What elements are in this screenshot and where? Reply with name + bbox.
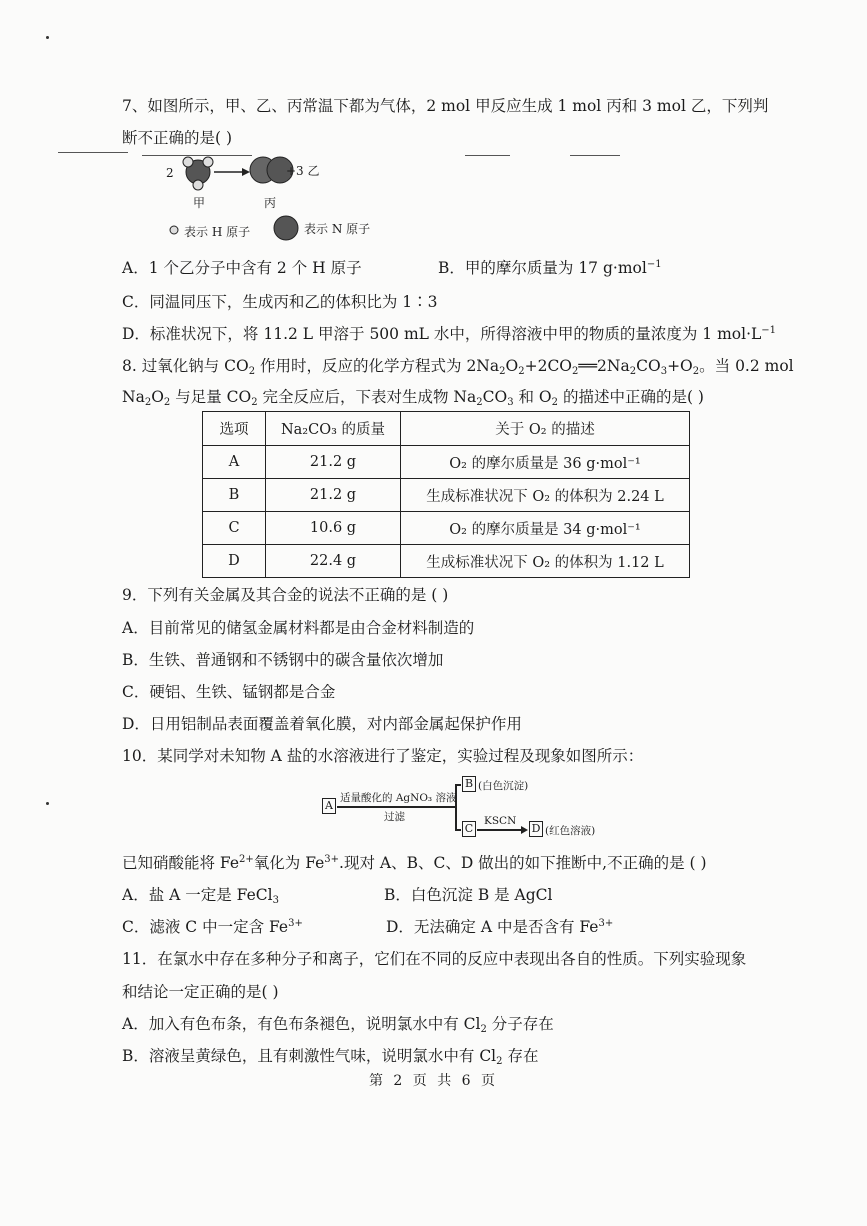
arrow-head-icon [521,826,528,834]
q10-option-a: A．盐 A 一定是 FeCl$_3$ [122,886,279,906]
flow-line [455,784,461,786]
q9-stem: 9．下列有关金属及其合金的说法不正确的是 ( ) [122,586,449,604]
table-cell: O₂ 的摩尔质量是 34 g·mol⁻¹ [401,512,690,545]
b-note: (白色沉淀) [478,780,529,792]
q11-stem-cont: 和结论一定正确的是( ) [122,983,279,1001]
label-jia: 甲 [193,196,206,210]
q11-stem: 11．在氯水中存在多种分子和离子，它们在不同的反应中表现出各自的性质。下列实验现象 [122,950,747,968]
scan-speck [46,36,49,39]
q8-stem-cont: $Na_2O_2$ 与足量 $CO_2$ 完全反应后，下表对生成物 $Na_2CO_3$ 和 $O_2$ 的描述中正确的是( ) [122,388,704,408]
q7-stem-cont: 断不正确的是( ) [122,129,233,147]
table-row [203,446,690,479]
page-footer: 第 2 页 共 6 页 [368,1073,499,1089]
q7-stem: 7、如图所示，甲、乙、丙常温下都为气体，2 mol 甲反应生成 1 mol 丙和 3 mol 乙，下列判 [122,97,769,115]
flow-line [477,829,523,831]
legend-h: 表示 H 原子 [184,225,251,239]
q7-option-d: D．标准状况下，将 11.2 L 甲溶于 500 mL 水中，所得溶液中甲的物质的量浓度为 1 $mol\cdot L^{-1}$ [122,325,777,343]
scan-line [58,152,128,153]
label-bing: 丙 [264,196,277,210]
coefficient: 2 [166,166,174,180]
reagent-label: 适量酸化的 AgNO₃ 溶液 [340,792,457,804]
box-d: D [529,821,543,837]
q7-option-b: B．甲的摩尔质量为 17 g·mol$^{-1}$ [438,259,662,277]
table-header-row [203,412,690,446]
table-cell: 21.2 g [266,446,401,479]
table-cell: O₂ 的摩尔质量是 36 g·mol⁻¹ [401,446,690,479]
table-cell: 21.2 g [266,479,401,512]
table-cell: 生成标准状况下 O₂ 的体积为 2.24 L [401,479,690,512]
flow-line [455,829,461,831]
table-row [203,512,690,545]
header-mass: Na₂CO₃ 的质量 [266,412,401,446]
flow-line [337,806,455,808]
box-a: A [322,798,336,814]
q9-option-a: A．目前常见的储氢金属材料都是由合金材料制造的 [122,619,475,637]
q11-option-a: A．加入有色布条，有色布条褪色，说明氯水中有 $Cl_2$ 分子存在 [122,1015,554,1035]
q9-option-c: C．硬铝、生铁、锰钢都是合金 [122,683,336,701]
box-c: C [462,821,476,837]
d-note: (红色溶液) [545,825,596,837]
header-description: 关于 O₂ 的描述 [401,412,690,446]
q10-option-b: B．白色沉淀 B 是 AgCl [384,886,553,904]
table-cell: 生成标准状况下 O₂ 的体积为 1.12 L [401,545,690,578]
q9-option-b: B．生铁、普通钢和不锈钢中的碳含量依次增加 [122,651,444,669]
q7-molecule-diagram [160,150,420,250]
box-b: B [462,776,476,792]
scan-line [465,155,510,156]
q8-table [202,411,690,578]
table-cell: 10.6 g [266,512,401,545]
q10-flow-diagram [318,772,618,842]
filter-label: 过滤 [384,811,405,823]
table-cell: A [203,446,266,479]
ammonia-molecule [183,157,213,190]
header-option: 选项 [203,412,266,446]
plus-3-yi: +3 乙 [286,164,320,178]
q10-note: 已知硝酸能将 $Fe^{2+}$氧化为 $Fe^{3+}$.现对 A、B、C、D 做出的如下推断中,不正确的是 ( ) [122,854,707,872]
table-cell: C [203,512,266,545]
q7-option-a: A．1 个乙分子中含有 2 个 H 原子 [122,259,362,277]
q11-option-b: B．溶液呈黄绿色，且有刺激性气味，说明氯水中有 $Cl_2$ 存在 [122,1047,539,1067]
q10-option-c: C．滤液 C 中一定含 $Fe^{3+}$ [122,918,303,936]
q8-stem: 8. 过氧化钠与 $CO_2$ 作用时，反应的化学方程式为 $2Na_2O_2+2CO_2══2Na_2CO_3+O_2$。当 0.2 mol [122,357,794,377]
table-row [203,545,690,578]
table-cell: 22.4 g [266,545,401,578]
q7-option-c: C．同温同压下，生成丙和乙的体积比为 1∶3 [122,293,438,311]
scan-speck [46,802,49,805]
table-cell: D [203,545,266,578]
scan-line [570,155,620,156]
kscn-label: KSCN [484,815,517,827]
table-row [203,479,690,512]
q10-option-d: D．无法确定 A 中是否含有 $Fe^{3+}$ [386,918,614,936]
legend-n: 表示 N 原子 [304,222,371,236]
table-cell: B [203,479,266,512]
q10-stem: 10．某同学对未知物 A 盐的水溶液进行了鉴定，实验过程及现象如图所示： [122,747,644,765]
q9-option-d: D．日用铝制品表面覆盖着氧化膜，对内部金属起保护作用 [122,715,522,733]
